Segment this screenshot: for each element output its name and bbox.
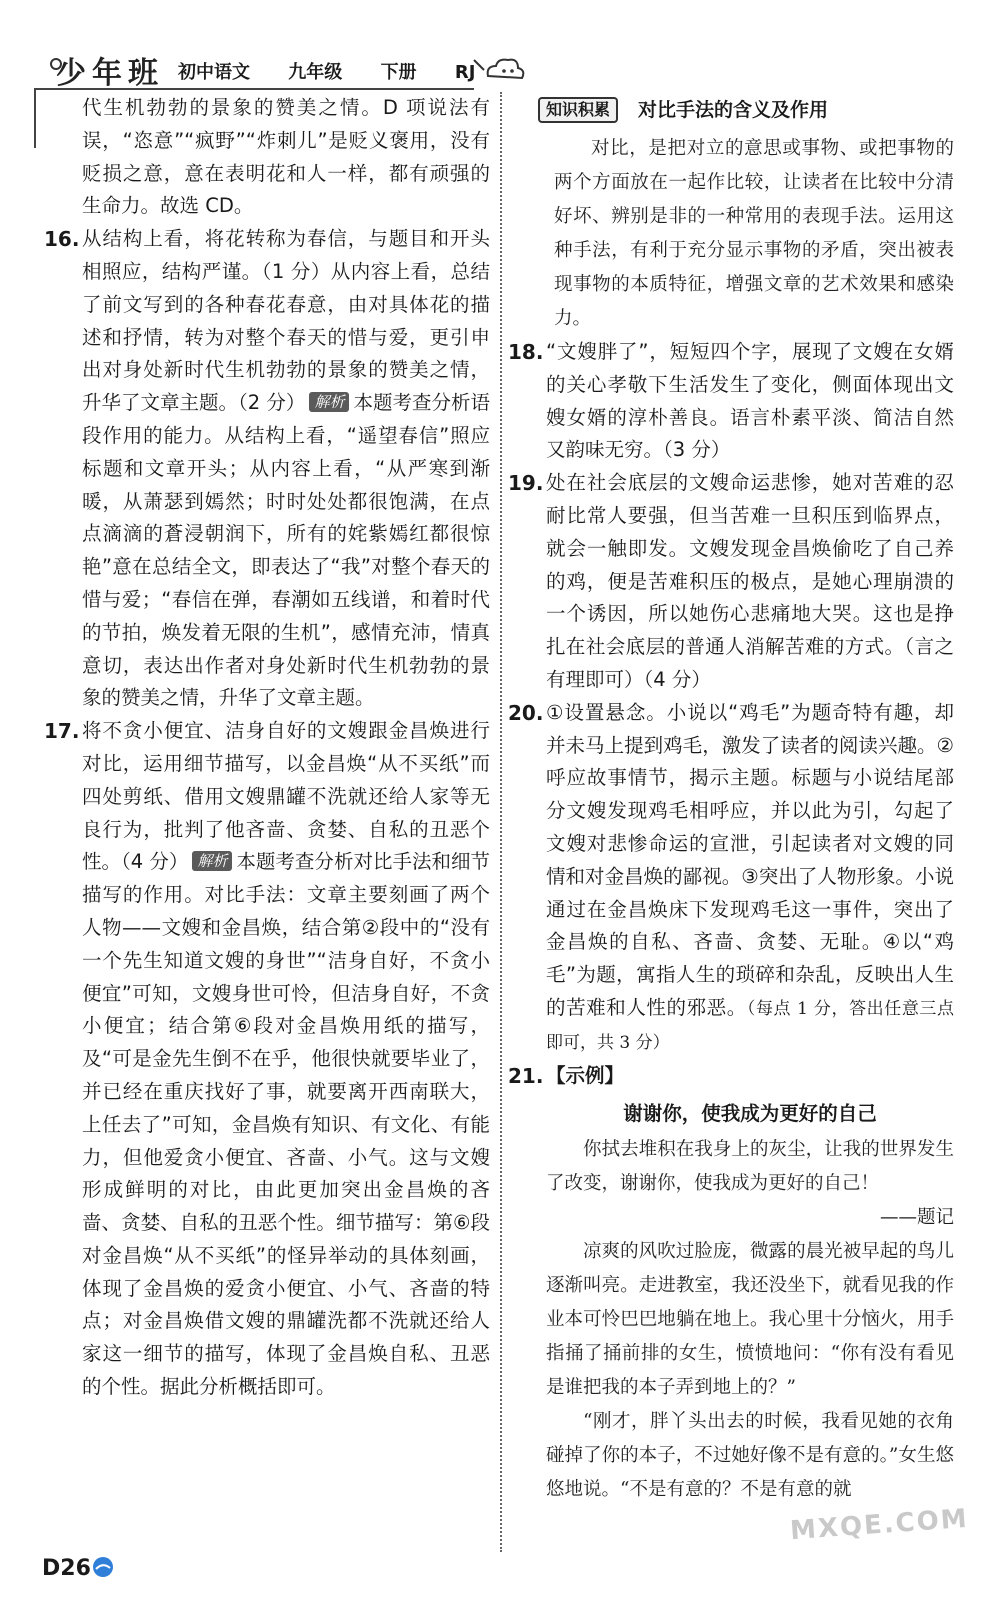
left-column [44, 92, 490, 1404]
answer-number: 19. [508, 471, 544, 496]
essay-title: 谢谢你，使我成为更好的自己 [623, 1102, 877, 1126]
page-header [0, 0, 1008, 91]
answer-text: ①设置悬念。小说以“鸡毛”为题奇特有趣，却并未马上提到鸡毛，激发了读者的阅读兴趣。②呼应故事情节，揭示主题。标题与小说结尾部分文嫂发现鸡毛相呼应，并以此为引，勾起了文嫂对悲惨命运的宣泄，引起读者对文嫂的同情和对金昌焕的鄙视。③突出了人物形象。小说通过在金昌焕床下发现鸡毛这一事件，突出了金昌焕的自私、吝啬、贪婪、无耻。④以“鸡毛”为题，寓指人生的琐碎和杂乱，反映出人生的苦难和人性的邪恶。 [546, 700, 954, 1019]
knowledge-title: 对比手法的含义及作用 [638, 98, 829, 121]
essay-epigraph: 你拭去堆积在我身上的灰尘，让我的世界发生了改变，谢谢你，使我成为更好的自己！ [546, 1139, 954, 1195]
analysis-text: 本题考查分析语段作用的能力。从结构上看，“遥望春信”照应标题和文章开头；从内容上看，“从严寒到渐暖，从萧瑟到嫣然；时时处处都很饱满，在点点滴滴的蒼浸朝润下，所有的姹紫嫣红都很惊艳”意在总结全文，即表达了“我”对整个春天的惜与爱；“春信在弹，春潮如五线谱，和着时代的节拍，焕发着无限的生机”，感情充沛，情真意切，表达出作者对身处新时代生机勃勃的景象的赞美之情，升华了文章主题。 [82, 391, 490, 710]
answer-number: 21. [508, 1063, 544, 1088]
answer-number: 18. [508, 340, 544, 364]
knowledge-badge: 知识积累 [538, 97, 618, 123]
cloud-icon [470, 52, 530, 82]
volume-label: 下册 [380, 62, 417, 83]
brand-title: 少年班 [56, 56, 164, 91]
book-info [178, 58, 499, 84]
answer-text: “文嫂胖了”，短短四个字，展现了文嫂在女婿的关心孝敬下生活发生了变化，侧面体现出文嫂女婿的淳朴善良。语言朴素平淡、简洁自然又韵味无穷。（3 分） [546, 340, 954, 462]
knowledge-box-header [538, 92, 954, 128]
analysis-text: 本题考查分析对比手法和细节描写的作用。对比手法：文章主要刻画了两个人物——文嫂和金昌焕，结合第②段中的“没有一个先生知道文嫂的身世”“洁身自好，不贪小便宜”可知，文嫂身世可怜，但洁身自好，不贪小便宜；结合第⑥段对金昌焕用纸的描写，及“可是金先生倒不在乎，他很快就要毕业了，并已经在重庆找好了事，就要离开西南联大，上任去了”可知，金昌焕有知识、有文化、有能力，但他爱贪小便宜、吝啬、小气。这与文嫂形成鲜明的对比，由此更加突出金昌焕的吝啬、贪婪、自私的丑恶个性。细节描写：第⑥段对金昌焕“从不买纸”的怪异举动的具体刻画，体现了金昌焕的爱贪小便宜、小气、吝啬的特点；对金昌焕借文嫂的鼎罐洗都不洗就还给人家这一细节的描写，体现了金昌焕自私、丑恶的个性。据此分析概括即可。 [82, 850, 490, 1399]
watermark: MXQE.COM [789, 1503, 970, 1547]
globe-icon [92, 1556, 114, 1578]
example-label: 【示例】 [546, 1063, 625, 1087]
grade-label: 九年级 [288, 62, 343, 83]
essay-epigraph-sign: ——题记 [879, 1207, 954, 1229]
subject-label: 初中语文 [178, 62, 250, 83]
essay-paragraph: 凉爽的风吹过脸庞，微露的晨光被早起的鸟儿逐渐叫亮。走进教室，我还没坐下，就看见我的作业本可怜巴巴地躺在地上。我心里十分恼火，用手指捅了捅前排的女生，愤愤地问：“你有没有看见是谁把我的本子弄到地上的？” [546, 1241, 954, 1399]
header-rule-vertical [34, 88, 36, 148]
answer-18 [508, 336, 954, 467]
answer-16 [44, 223, 490, 715]
answer-17 [44, 715, 490, 1404]
right-column [508, 92, 954, 1507]
essay-paragraph: “刚才，胖丫头出去的时候，我看见她的衣角碰掉了你的本子，不过她好像不是有意的。”女生悠悠地说。“不是有意的？不是有意的就 [546, 1411, 954, 1501]
answer-19 [508, 467, 954, 697]
answer-20 [508, 697, 954, 1060]
answer-number: 20. [508, 700, 544, 725]
page-number: D26 [42, 1556, 91, 1581]
answer-text: 将不贪小便宜、洁身自好的文嫂跟金昌焕进行对比，运用细节描写，以金昌焕“从不买纸”而四处剪纸、借用文嫂鼎罐不洗就还给人家等无良行为，批判了他吝啬、贪婪、自私的丑恶个性。（4 分） [82, 719, 490, 874]
header-rule [34, 88, 474, 90]
edition-label: RJ [454, 62, 476, 83]
answer-text: 处在社会底层的文嫂命运悲惨，她对苦难的忍耐比常人要强，但当苦难一旦积压到临界点，就会一触即发。文嫂发现金昌焕偷吃了自己养的鸡，便是苦难积压的极点，是她心理崩溃的一个诱因，所以她伤心悲痛地大哭。这也是挣扎在社会底层的普通人消解苦难的方式。（言之有理即可）（4 分） [546, 471, 954, 691]
analysis-badge: 解析 [309, 392, 349, 412]
answer-number: 16. [44, 227, 80, 252]
answer-21 [508, 1060, 954, 1093]
column-divider [500, 92, 502, 1552]
knowledge-body: 对比，是把对立的意思或事物、或把事物的两个方面放在一起作比较，让读者在比较中分清好坏、辨别是非的一种常用的表现手法。运用这种手法，有利于充分显示事物的矛盾，突出被表现事物的本质特征，增强文章的艺术效果和感染力。 [554, 138, 954, 329]
analysis-badge: 解析 [192, 851, 232, 871]
answer-15-continued: 代生机勃勃的景象的赞美之情。D 项说法有误，“恣意”“疯野”“炸刺儿”是贬义褒用，没有贬损之意，意在表明花和人一样，都有顽强的生命力。故选 CD。 [82, 96, 490, 218]
answer-text: 从结构上看，将花转称为春信，与题目和开头相照应，结构严谨。（1 分）从内容上看，总结了前文写到的各种春花春意，由对具体花的描述和抒情，转为对整个春天的惜与爱，更引申出对身处新时代生机勃勃的景象的赞美之情，升华了文章主题。（2 分） [82, 227, 490, 415]
answer-number: 17. [44, 719, 80, 744]
score-note: （每点 1 分，答出任意三点即可，共 3 分） [546, 998, 954, 1053]
